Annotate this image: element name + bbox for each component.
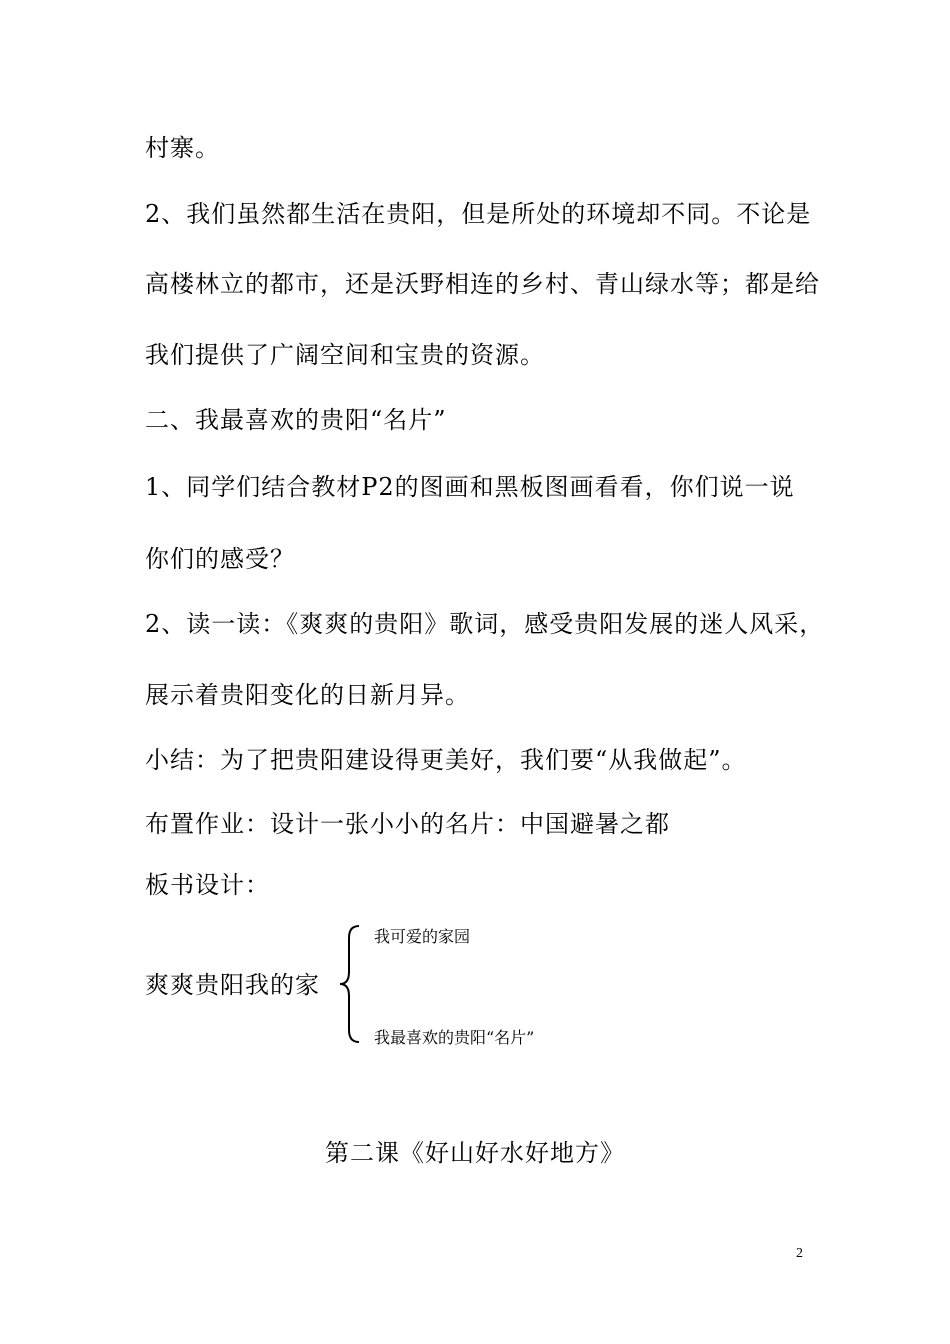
paragraph-line: 村寨。 [145,134,220,162]
paragraph-line: 1、同学们结合教材P2的图画和黑板图画看看，你们说一说 [145,473,795,501]
paragraph-line: 我们提供了广阔空间和宝贵的资源。 [145,341,545,369]
board-design-label: 板书设计： [145,871,270,899]
paragraph-line: 高楼林立的都市，还是沃野相连的乡村、青山绿水等；都是给 [145,270,820,298]
left-brace-icon [337,922,367,1046]
paragraph-line: 2、我们虽然都生活在贵阳，但是所处的环境却不同。不论是 [145,200,812,228]
board-branch-1: 我可爱的家园 [374,927,471,946]
homework-line: 布置作业：设计一张小小的名片：中国避暑之都 [145,810,670,838]
paragraph-line: 展示着贵阳变化的日新月异。 [145,681,470,709]
lesson-title: 第二课《好山好水好地方》 [325,1139,625,1167]
section-heading: 二、我最喜欢的贵阳“名片” [145,406,447,434]
paragraph-line: 你们的感受？ [145,545,295,573]
paragraph-line: 2、读一读：《爽爽的贵阳》歌词，感受贵阳发展的迷人风采， [145,610,825,638]
board-main-title: 爽爽贵阳我的家 [145,971,320,999]
summary-line: 小结：为了把贵阳建设得更美好，我们要“从我做起”。 [145,746,747,774]
page-number: 2 [796,1246,803,1261]
board-branch-2: 我最喜欢的贵阳“名片” [374,1028,535,1047]
